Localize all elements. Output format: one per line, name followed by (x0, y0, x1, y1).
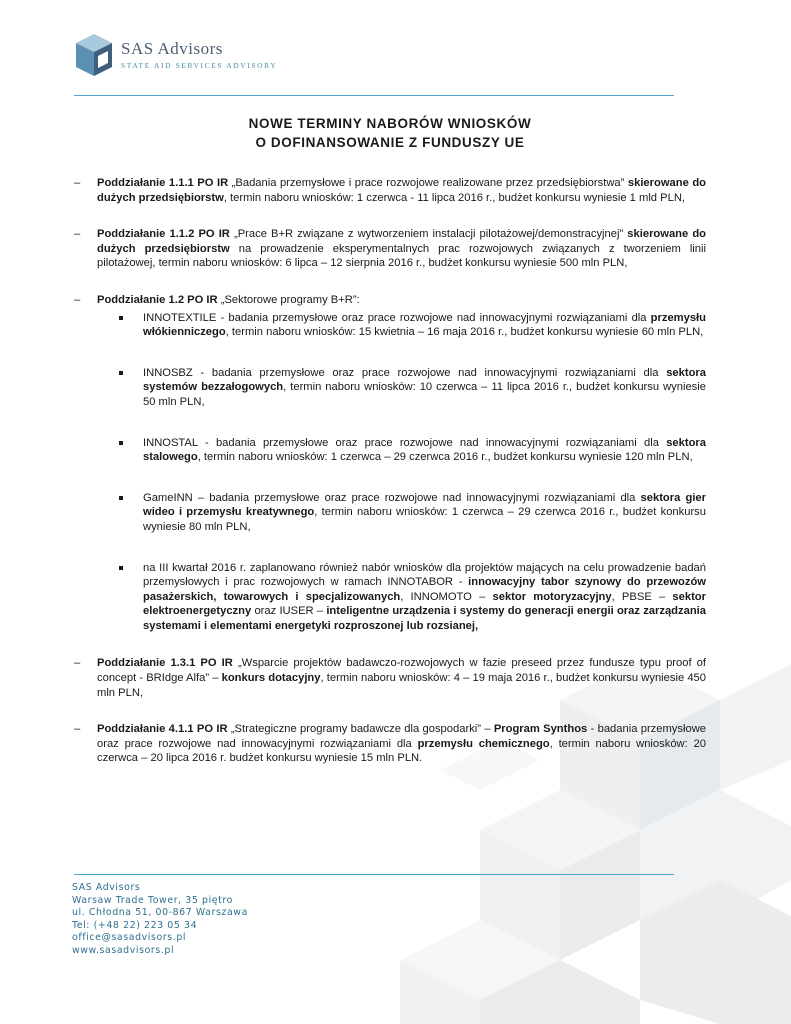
text-run: na prowadzenie eksperymentalnych prac rozwojowych związanych z tworzeniem linii pilotażowej, termin naboru wniosków: 6 lipca – 12 sierpnia 2016 r., budżet konkursu wyniesie 500 mln PLN, (97, 242, 706, 270)
text-run: INNOSBZ - badania przemysłowe oraz prace rozwojowe nad innowacyjnymi rozwiązaniami dla (143, 366, 667, 379)
text-run: „Prace B+R związane z wytworzeniem instalacji pilotażowej/demonstracyjnej” (229, 228, 628, 241)
footer-company: SAS Advisors (72, 882, 141, 893)
text-run: oraz IUSER – (251, 605, 327, 618)
list-item (74, 227, 706, 271)
item-text (97, 722, 706, 766)
list-item (74, 656, 706, 700)
square-bullet-icon (119, 441, 123, 445)
sub-list-item (74, 311, 706, 340)
item-text (97, 227, 706, 271)
text-run: , termin naboru wniosków: 1 czerwca - 11 lipca 2016 r., budżet konkursu wyniesie 1 mld PLN, (223, 191, 686, 204)
cube-logo-icon (74, 32, 114, 78)
dash-bullet: – (74, 228, 81, 241)
footer-divider (74, 874, 674, 875)
text-run: - badania przemysłowe oraz prace rozwojowe nad innowacyjnymi rozwiązaniami dla (97, 723, 706, 750)
text-run: , termin naboru wniosków: 4 – 19 maja 2016 r., budżet konkursu wyniesie 450 mln PLN, (97, 672, 706, 699)
list-item (74, 722, 706, 766)
page-title (74, 114, 706, 152)
sub-list-item (74, 366, 706, 410)
text-run: INNOSTAL - badania przemysłowe oraz prace rozwojowe nad innowacyjnymi rozwiązaniami dla (143, 436, 667, 449)
text-run: „Wsparcie projektów badawczo-rozwojowych w fazie preseed przez fundusze typu proof of concept - BRIdge Alfa” – (97, 657, 706, 685)
list-item (74, 293, 706, 308)
bold-run: sektor elektroenergetyczny (143, 590, 706, 618)
dash-bullet: – (74, 657, 81, 670)
text-run: „Strategiczne programy badawcze dla gospodarki” – (227, 723, 494, 736)
footer-contact (72, 882, 248, 958)
text-run: , termin naboru wniosków: 10 czerwca – 11 lipca 2016 r., budżet konkursu wyniesie 50 mln PLN, (143, 381, 706, 408)
text-run: , termin naboru wniosków: 1 czerwca – 29 czerwca 2016 r., budżet konkursu wyniesie 80 mln PLN, (143, 506, 706, 533)
sub-list-item (74, 561, 706, 634)
sub-list-item (74, 491, 706, 535)
square-bullet-icon (119, 316, 123, 320)
bold-run: sektor motoryzacyjny (492, 590, 612, 603)
bold-run: skierowane do dużych przedsiębiorstw (97, 228, 706, 255)
text-run: , PBSE – (611, 590, 673, 603)
text-run: INNOTEXTILE - badania przemysłowe oraz prace rozwojowe nad innowacyjnymi rozwiązaniami dla (143, 311, 651, 324)
sub-item-text (143, 311, 706, 340)
footer-email[interactable]: office@sasadvisors.pl (72, 932, 187, 944)
text-run: „Badania przemysłowe i prace rozwojowe realizowane przez przedsiębiorstwa” (228, 177, 628, 189)
bold-run: przemysłu chemicznego (417, 737, 550, 750)
company-logo (74, 32, 277, 78)
bold-run: sektora gier wideo i przemysłu kreatywnego (143, 491, 706, 519)
square-bullet-icon (119, 566, 123, 570)
square-bullet-icon (119, 371, 123, 375)
text-run: , termin naboru wniosków: 1 czerwca – 29 czerwca 2016 r., budżet konkursu wyniesie 120 mln PLN, (197, 451, 693, 464)
title-line-2: O DOFINANSOWANIE Z FUNDUSZY UE (255, 135, 525, 150)
item-text (97, 176, 706, 205)
footer-building: Warsaw Trade Tower, 35 piętro (72, 894, 233, 906)
bold-run: sektora systemów bezzałogowych (143, 366, 706, 394)
logo-tagline: STATE AID SERVICES ADVISORY (121, 61, 278, 70)
sub-list-item (74, 436, 706, 465)
header-divider (74, 95, 674, 96)
item-label: Poddziałanie 1.3.1 PO IR (97, 657, 233, 670)
bold-run: inteligentne urządzenia i systemy do generacji energii oraz zarządzania systemami i elementami energetyki rozproszonej lub rozsianej, (143, 605, 706, 632)
bold-run: innowacyjny tabor szynowy do przewozów pasażerskich, towarowych i specjalizowanych (143, 576, 706, 603)
item-label: Poddziałanie 4.1.1 PO IR (97, 723, 228, 736)
footer-phone: Tel: (+48 22) 223 05 34 (72, 919, 198, 931)
item-label: Poddziałanie 1.1.1 PO IR (97, 177, 229, 189)
text-run: „Sektorowe programy B+R”: (217, 293, 360, 306)
footer-street: ul. Chłodna 51, 00-867 Warszawa (72, 907, 248, 919)
dash-bullet: – (74, 723, 81, 736)
logo-brand-name: SAS Advisors (121, 39, 223, 58)
sub-item-text (143, 436, 706, 465)
title-line-1: NOWE TERMINY NABORÓW WNIOSKÓW (248, 116, 532, 131)
text-run: , termin naboru wniosków: 20 czerwca – 20 lipca 2016 r. budżet konkursu wyniesie 15 mln PLN. (97, 737, 707, 765)
sub-item-text (143, 366, 706, 410)
item-label: Poddziałanie 1.1.2 PO IR (97, 228, 230, 241)
bold-run: Program Synthos (493, 723, 588, 736)
bold-run: sektora stalowego (143, 436, 706, 464)
text-run: GameINN – badania przemysłowe oraz prace rozwojowe nad innowacyjnymi rozwiązaniami dla (143, 491, 641, 504)
list-item (74, 176, 706, 205)
square-bullet-icon (119, 496, 123, 500)
sub-item-text (143, 491, 706, 535)
item-text (97, 293, 706, 308)
text-run: na III kwartał 2016 r. zaplanowano również nabór wniosków dla projektów mających na celu prowadzenie badań przemysłowych i prac rozwojowych w ramach INNOTABOR - (143, 561, 706, 589)
dash-bullet: – (74, 293, 81, 306)
bold-run: przemysłu włókienniczego (143, 311, 706, 339)
bold-run: konkurs dotacyjny (221, 672, 321, 685)
item-text (97, 656, 706, 700)
dash-bullet: – (74, 177, 81, 189)
item-label: Poddziałanie 1.2 PO IR (97, 293, 218, 306)
bold-run: skierowane do dużych przedsiębiorstw (97, 177, 706, 204)
footer-website[interactable]: www.sasadvisors.pl (72, 944, 175, 956)
document-body (74, 176, 706, 766)
text-run: , termin naboru wniosków: 15 kwietnia – 16 maja 2016 r., budżet konkursu wyniesie 60 mln PLN, (225, 326, 704, 339)
sub-item-text (143, 561, 706, 634)
text-run: , INNOMOTO – (400, 590, 493, 603)
